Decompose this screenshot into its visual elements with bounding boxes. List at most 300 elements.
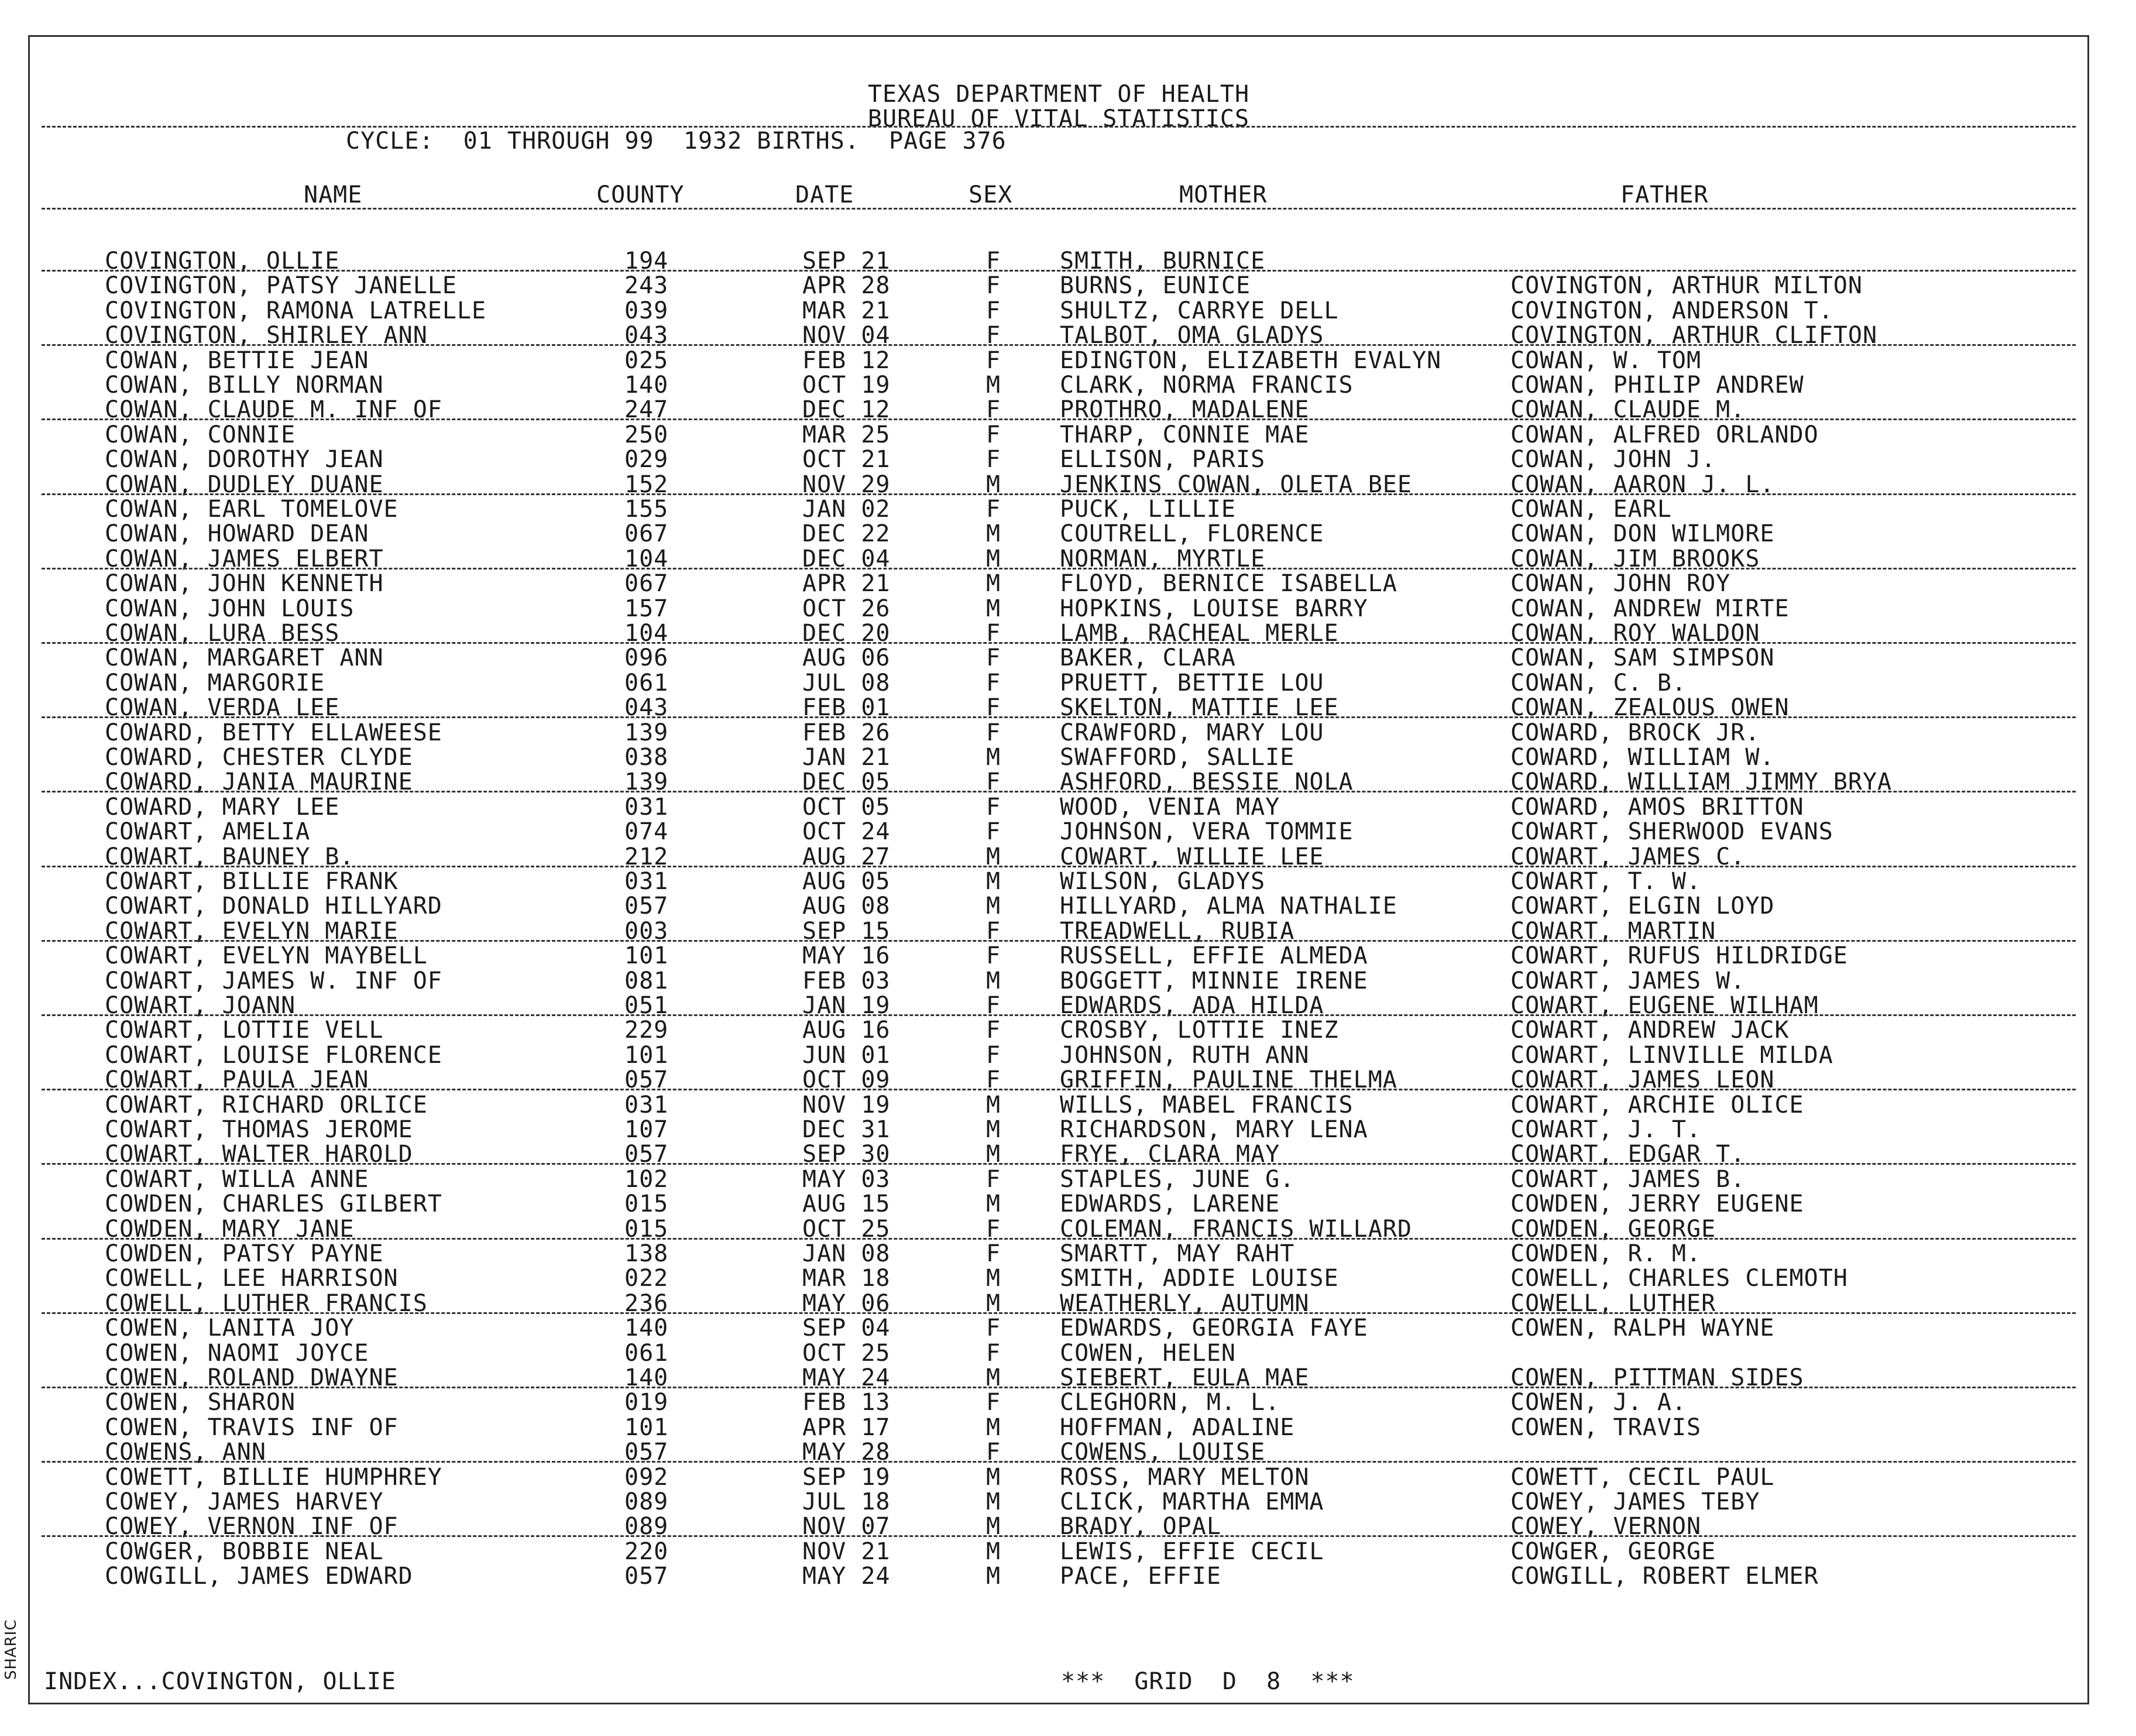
table-row — [30, 1093, 2087, 1117]
cell-father: COWARD, WILLIAM JIMMY BRYA — [1510, 768, 1893, 796]
cell-county: 212 — [624, 843, 669, 870]
cell-county: 101 — [624, 942, 669, 970]
cell-name: COWART, LOUISE FLORENCE — [105, 1041, 442, 1069]
table-row — [30, 969, 2087, 993]
cell-county: 102 — [624, 1165, 669, 1193]
cell-date: MAR 25 — [802, 421, 891, 448]
cell-date: OCT 25 — [802, 1215, 891, 1243]
cell-date: FEB 03 — [802, 967, 891, 994]
table-row — [30, 273, 2087, 298]
cell-date: NOV 29 — [802, 471, 891, 498]
cell-father: COWAN, ZEALOUS OWEN — [1510, 694, 1790, 722]
cell-father: COWART, ANDREW JACK — [1510, 1017, 1790, 1044]
cell-father: COWART, J. T. — [1510, 1116, 1702, 1143]
cell-sex: M — [986, 1364, 1001, 1391]
cell-county: 101 — [624, 1041, 669, 1069]
cell-date: AUG 05 — [802, 868, 891, 895]
table-row — [30, 745, 2087, 770]
cell-date: AUG 16 — [802, 1017, 891, 1044]
table-row — [30, 1341, 2087, 1366]
cell-county: 155 — [624, 496, 669, 523]
cell-sex: M — [986, 471, 1001, 498]
table-row — [30, 1167, 2087, 1192]
cell-name: COWETT, BILLIE HUMPHREY — [105, 1463, 442, 1491]
header-subtitle: BUREAU OF VITAL STATISTICS — [867, 105, 1250, 132]
cell-mother: GRIFFIN, PAULINE THELMA — [1060, 1066, 1397, 1094]
cell-mother: ELLISON, PARIS — [1060, 446, 1266, 474]
cell-county: 194 — [624, 248, 669, 275]
cell-sex: F — [986, 446, 1001, 474]
cell-name: COWAN, LURA BESS — [105, 620, 340, 647]
cell-name: COWAN, DUDLEY DUANE — [105, 471, 384, 498]
table-row — [30, 348, 2087, 373]
cell-name: COVINGTON, PATSY JANELLE — [105, 272, 457, 300]
cell-county: 015 — [624, 1215, 669, 1243]
cell-county: 092 — [624, 1463, 669, 1491]
cell-mother: CLEGHORN, M. L. — [1060, 1389, 1280, 1416]
index-footer: INDEX...COVINGTON, OLLIE — [44, 1668, 396, 1695]
cell-sex: F — [986, 669, 1001, 697]
cell-mother: SIEBERT, EULA MAE — [1060, 1364, 1310, 1391]
cell-mother: JENKINS COWAN, OLETA BEE — [1060, 471, 1412, 498]
cell-date: SEP 15 — [802, 917, 891, 945]
cell-name: COWART, EVELYN MARIE — [105, 917, 399, 945]
cell-mother: PRUETT, BETTIE LOU — [1060, 669, 1324, 697]
table-row — [30, 1043, 2087, 1068]
cell-name: COWAN, BILLY NORMAN — [105, 372, 384, 399]
column-header-county: COUNTY — [596, 181, 685, 208]
cell-name: COWEN, ROLAND DWAYNE — [105, 1364, 399, 1391]
cell-sex: M — [986, 570, 1001, 598]
cell-father: COWART, EDGAR T. — [1510, 1141, 1746, 1168]
cell-mother: ASHFORD, BESSIE NOLA — [1060, 768, 1354, 796]
cell-sex: F — [986, 768, 1001, 796]
cell-mother: LEWIS, EFFIE CECIL — [1060, 1538, 1324, 1565]
cell-county: 104 — [624, 620, 669, 647]
cell-father: COWAN, PHILIP ANDREW — [1510, 372, 1804, 399]
cell-father: COWART, T. W. — [1510, 868, 1702, 895]
cell-sex: M — [986, 1265, 1001, 1292]
cell-date: AUG 27 — [802, 843, 891, 870]
cell-date: MAY 06 — [802, 1289, 891, 1317]
cell-sex: F — [986, 818, 1001, 846]
cell-father: COWGER, GEORGE — [1510, 1538, 1716, 1565]
cell-sex: M — [986, 843, 1001, 870]
cell-mother: EDINGTON, ELIZABETH EVALYN — [1060, 346, 1442, 374]
cell-county: 104 — [624, 545, 669, 572]
cell-father: COWAN, JIM BROOKS — [1510, 545, 1760, 572]
cell-county: 057 — [624, 1563, 669, 1590]
side-mark: SHARIC — [2, 1619, 20, 1680]
cell-father: COWAN, JOHN J. — [1510, 446, 1716, 474]
cell-father: COWART, ARCHIE OLICE — [1510, 1091, 1804, 1119]
cell-sex: F — [986, 1165, 1001, 1193]
cell-mother: JOHNSON, VERA TOMMIE — [1060, 818, 1354, 846]
row-divider — [42, 1312, 2076, 1314]
cell-name: COWEN, LANITA JOY — [105, 1315, 355, 1342]
cell-county: 057 — [624, 1439, 669, 1466]
cell-county: 031 — [624, 1091, 669, 1119]
cell-father: COWART, JAMES LEON — [1510, 1066, 1775, 1094]
header-title: TEXAS DEPARTMENT OF HEALTH — [867, 81, 1250, 108]
cell-date: AUG 06 — [802, 644, 891, 672]
cell-name: COVINGTON, SHIRLEY ANN — [105, 322, 428, 349]
cell-mother: THARP, CONNIE MAE — [1060, 421, 1310, 448]
table-row — [30, 596, 2087, 621]
row-divider — [42, 1014, 2076, 1016]
row-divider — [42, 716, 2076, 718]
cell-mother: WEATHERLY, AUTUMN — [1060, 1289, 1310, 1317]
table-row — [30, 1266, 2087, 1291]
table-row — [30, 447, 2087, 472]
cell-sex: M — [986, 1488, 1001, 1515]
table-row — [30, 869, 2087, 894]
cell-father: COWART, EUGENE WILHAM — [1510, 992, 1819, 1019]
cell-county: 043 — [624, 322, 669, 349]
cell-name: COWDEN, CHARLES GILBERT — [105, 1191, 442, 1218]
table-row — [30, 944, 2087, 968]
cell-name: COWAN, MARGORIE — [105, 669, 325, 697]
cell-county: 074 — [624, 818, 669, 846]
table-row — [30, 497, 2087, 522]
cell-county: 015 — [624, 1191, 669, 1218]
cell-county: 089 — [624, 1488, 669, 1515]
cell-name: COWELL, LUTHER FRANCIS — [105, 1289, 428, 1317]
row-divider — [42, 1387, 2076, 1388]
cell-date: MAY 24 — [802, 1563, 891, 1590]
cell-sex: M — [986, 1141, 1001, 1168]
cell-father: COWAN, ANDREW MIRTE — [1510, 595, 1790, 622]
cell-date: OCT 24 — [802, 818, 891, 846]
cell-father: COWART, ELGIN LOYD — [1510, 893, 1775, 920]
table-row — [30, 1564, 2087, 1589]
cell-sex: F — [986, 992, 1001, 1019]
cell-date: NOV 07 — [802, 1513, 891, 1541]
cell-father: COVINGTON, ANDERSON T. — [1510, 297, 1833, 324]
cell-sex: M — [986, 1563, 1001, 1590]
cell-father: COWAN, SAM SIMPSON — [1510, 644, 1775, 672]
cell-mother: EDWARDS, ADA HILDA — [1060, 992, 1324, 1019]
row-divider — [42, 1461, 2076, 1463]
cell-date: JAN 21 — [802, 744, 891, 771]
cell-father: COWART, JAMES C. — [1510, 843, 1746, 870]
cell-name: COWAN, JAMES ELBERT — [105, 545, 384, 572]
row-divider — [42, 344, 2076, 346]
cell-name: COWART, DONALD HILLYARD — [105, 893, 442, 920]
cell-father: COWAN, JOHN ROY — [1510, 570, 1731, 598]
cell-father: COWART, RUFUS HILDRIDGE — [1510, 942, 1848, 970]
cell-sex: M — [986, 1116, 1001, 1143]
cell-sex: M — [986, 1091, 1001, 1119]
cell-father: COWEY, JAMES TEBY — [1510, 1488, 1760, 1515]
cell-mother: RUSSELL, EFFIE ALMEDA — [1060, 942, 1368, 970]
cell-father: COWARD, WILLIAM W. — [1510, 744, 1775, 771]
column-header-divider — [42, 208, 2076, 210]
cell-mother: CLICK, MARTHA EMMA — [1060, 1488, 1324, 1515]
cell-date: JUL 08 — [802, 669, 891, 697]
cell-county: 089 — [624, 1513, 669, 1541]
grid-footer: *** GRID D 8 *** — [1061, 1668, 1355, 1695]
cell-name: COWARD, JANIA MAURINE — [105, 768, 413, 796]
cell-county: 057 — [624, 1141, 669, 1168]
cell-name: COWGILL, JAMES EDWARD — [105, 1563, 413, 1590]
cell-name: COWART, PAULA JEAN — [105, 1066, 369, 1094]
cell-date: JAN 02 — [802, 496, 891, 523]
cell-mother: JOHNSON, RUTH ANN — [1060, 1041, 1310, 1069]
cell-father: COWART, JAMES B. — [1510, 1165, 1746, 1193]
cell-mother: CROSBY, LOTTIE INEZ — [1060, 1017, 1339, 1044]
cell-date: NOV 04 — [802, 322, 891, 349]
cell-mother: PROTHRO, MADALENE — [1060, 396, 1310, 424]
cell-mother: BOGGETT, MINNIE IRENE — [1060, 967, 1368, 994]
cell-county: 236 — [624, 1289, 669, 1317]
cell-name: COWAN, HOWARD DEAN — [105, 520, 369, 548]
cell-mother: SMITH, ADDIE LOUISE — [1060, 1265, 1339, 1292]
cell-sex: F — [986, 1315, 1001, 1342]
cell-name: COWAN, CONNIE — [105, 421, 296, 448]
cell-name: COWEN, SHARON — [105, 1389, 296, 1416]
cell-sex: M — [986, 868, 1001, 895]
cell-mother: SHULTZ, CARRYE DELL — [1060, 297, 1339, 324]
cell-date: NOV 21 — [802, 1538, 891, 1565]
cell-date: JUL 18 — [802, 1488, 891, 1515]
cell-sex: F — [986, 346, 1001, 374]
cell-county: 029 — [624, 446, 669, 474]
cell-name: COWGER, BOBBIE NEAL — [105, 1538, 384, 1565]
cell-sex: M — [986, 372, 1001, 399]
cell-mother: COWEN, HELEN — [1060, 1339, 1236, 1367]
cell-father: COWEN, PITTMAN SIDES — [1510, 1364, 1804, 1391]
cell-father: COWDEN, JERRY EUGENE — [1510, 1191, 1804, 1218]
cell-mother: COUTRELL, FLORENCE — [1060, 520, 1324, 548]
cell-mother: WOOD, VENIA MAY — [1060, 793, 1280, 821]
cell-name: COWART, WILLA ANNE — [105, 1165, 369, 1193]
cell-name: COWART, AMELIA — [105, 818, 311, 846]
cell-sex: M — [986, 1463, 1001, 1491]
cell-father: COWAN, AARON J. L. — [1510, 471, 1775, 498]
cell-father: COWAN, C. B. — [1510, 669, 1687, 697]
cell-date: APR 21 — [802, 570, 891, 598]
cell-county: 031 — [624, 793, 669, 821]
cell-county: 140 — [624, 372, 669, 399]
cell-sex: F — [986, 1066, 1001, 1094]
cell-father: COWAN, EARL — [1510, 496, 1672, 523]
cell-date: OCT 21 — [802, 446, 891, 474]
cell-county: 039 — [624, 297, 669, 324]
cell-date: MAY 03 — [802, 1165, 891, 1193]
cell-date: APR 17 — [802, 1413, 891, 1441]
cell-mother: CRAWFORD, MARY LOU — [1060, 719, 1324, 746]
cell-name: COWART, WALTER HAROLD — [105, 1141, 413, 1168]
row-divider — [42, 1163, 2076, 1165]
cell-name: COWAN, BETTIE JEAN — [105, 346, 369, 374]
column-header-date: DATE — [795, 181, 854, 208]
table-row — [30, 571, 2087, 596]
cell-name: COWEN, NAOMI JOYCE — [105, 1339, 369, 1367]
cell-sex: F — [986, 1215, 1001, 1243]
cell-sex: F — [986, 496, 1001, 523]
cell-mother: SMITH, BURNICE — [1060, 248, 1266, 275]
cell-sex: M — [986, 545, 1001, 572]
table-row — [30, 721, 2087, 745]
cell-sex: F — [986, 694, 1001, 722]
cell-sex: F — [986, 1041, 1001, 1069]
cell-mother: COWENS, LOUISE — [1060, 1439, 1266, 1466]
cell-date: OCT 26 — [802, 595, 891, 622]
cell-date: SEP 19 — [802, 1463, 891, 1491]
cell-mother: COLEMAN, FRANCIS WILLARD — [1060, 1215, 1412, 1243]
cell-county: 140 — [624, 1315, 669, 1342]
cell-mother: SKELTON, MATTIE LEE — [1060, 694, 1339, 722]
cell-sex: F — [986, 644, 1001, 672]
cell-county: 057 — [624, 893, 669, 920]
cell-mother: RICHARDSON, MARY LENA — [1060, 1116, 1368, 1143]
row-divider — [42, 791, 2076, 792]
row-divider — [42, 1089, 2076, 1090]
cell-county: 051 — [624, 992, 669, 1019]
cell-date: APR 28 — [802, 272, 891, 300]
cell-name: COWAN, JOHN KENNETH — [105, 570, 384, 598]
cell-county: 031 — [624, 868, 669, 895]
cell-name: COWEY, JAMES HARVEY — [105, 1488, 384, 1515]
cell-father: COWART, JAMES W. — [1510, 967, 1746, 994]
cell-date: AUG 08 — [802, 893, 891, 920]
cell-father: COWAN, W. TOM — [1510, 346, 1702, 374]
table-row — [30, 423, 2087, 447]
cell-sex: F — [986, 1389, 1001, 1416]
cell-date: FEB 13 — [802, 1389, 891, 1416]
cell-father: COWARD, AMOS BRITTON — [1510, 793, 1804, 821]
row-divider — [42, 1238, 2076, 1240]
cell-date: FEB 01 — [802, 694, 891, 722]
cell-mother: STAPLES, JUNE G. — [1060, 1165, 1295, 1193]
cell-sex: F — [986, 1339, 1001, 1367]
cell-name: COWART, EVELYN MAYBELL — [105, 942, 428, 970]
cell-father: COWEN, RALPH WAYNE — [1510, 1315, 1775, 1342]
cell-father: COWETT, CECIL PAUL — [1510, 1463, 1775, 1491]
cell-mother: FRYE, CLARA MAY — [1060, 1141, 1280, 1168]
cell-father: COWELL, CHARLES CLEMOTH — [1510, 1265, 1848, 1292]
cell-date: FEB 26 — [802, 719, 891, 746]
cell-mother: EDWARDS, LARENE — [1060, 1191, 1280, 1218]
cell-sex: M — [986, 1513, 1001, 1541]
cell-county: 138 — [624, 1240, 669, 1267]
cell-county: 061 — [624, 669, 669, 697]
cell-sex: M — [986, 1413, 1001, 1441]
cell-father: COVINGTON, ARTHUR MILTON — [1510, 272, 1863, 300]
cell-name: COWART, JOANN — [105, 992, 296, 1019]
cell-mother: FLOYD, BERNICE ISABELLA — [1060, 570, 1397, 598]
row-divider — [42, 1535, 2076, 1537]
cell-county: 140 — [624, 1364, 669, 1391]
cell-mother: BURNS, EUNICE — [1060, 272, 1251, 300]
cell-sex: M — [986, 967, 1001, 994]
cell-county: 101 — [624, 1413, 669, 1441]
cell-mother: CLARK, NORMA FRANCIS — [1060, 372, 1354, 399]
table-row — [30, 1390, 2087, 1415]
cell-county: 139 — [624, 719, 669, 746]
cell-mother: HILLYARD, ALMA NATHALIE — [1060, 893, 1397, 920]
cell-mother: WILLS, MABEL FRANCIS — [1060, 1091, 1354, 1119]
cell-date: SEP 30 — [802, 1141, 891, 1168]
cell-sex: F — [986, 1017, 1001, 1044]
cell-name: COWART, RICHARD ORLICE — [105, 1091, 428, 1119]
cell-name: COWARD, CHESTER CLYDE — [105, 744, 413, 771]
cell-sex: M — [986, 744, 1001, 771]
cell-county: 152 — [624, 471, 669, 498]
cell-name: COWAN, MARGARET ANN — [105, 644, 384, 672]
cell-county: 022 — [624, 1265, 669, 1292]
table-row — [30, 1539, 2087, 1564]
cell-mother: SMARTT, MAY RAHT — [1060, 1240, 1295, 1267]
cell-sex: F — [986, 719, 1001, 746]
cycle-line: CYCLE: 01 THROUGH 99 1932 BIRTHS. PAGE 376 — [346, 128, 1007, 155]
cell-county: 250 — [624, 421, 669, 448]
cell-name: COWART, BILLIE FRANK — [105, 868, 399, 895]
cell-name: COWDEN, PATSY PAYNE — [105, 1240, 384, 1267]
cell-county: 220 — [624, 1538, 669, 1565]
cell-sex: F — [986, 272, 1001, 300]
cell-date: MAR 21 — [802, 297, 891, 324]
cell-name: COWART, THOMAS JEROME — [105, 1116, 413, 1143]
table-row — [30, 1241, 2087, 1266]
cell-date: MAY 16 — [802, 942, 891, 970]
cell-date: OCT 05 — [802, 793, 891, 821]
cell-county: 107 — [624, 1116, 669, 1143]
cell-father: COWAN, CLAUDE M. — [1510, 396, 1746, 424]
column-header-mother: MOTHER — [1179, 181, 1268, 208]
cell-name: COWART, LOTTIE VELL — [105, 1017, 384, 1044]
cell-mother: HOPKINS, LOUISE BARRY — [1060, 595, 1368, 622]
cell-mother: COWART, WILLIE LEE — [1060, 843, 1324, 870]
cell-sex: F — [986, 297, 1001, 324]
cell-sex: F — [986, 917, 1001, 945]
cell-name: COWAN, VERDA LEE — [105, 694, 340, 722]
cell-name: COWART, BAUNEY B. — [105, 843, 355, 870]
table-row — [30, 819, 2087, 844]
cell-county: 043 — [624, 694, 669, 722]
cell-mother: LAMB, RACHEAL MERLE — [1060, 620, 1339, 647]
cell-sex: F — [986, 322, 1001, 349]
cell-name: COVINGTON, OLLIE — [105, 248, 340, 275]
cell-mother: PUCK, LILLIE — [1060, 496, 1236, 523]
table-row — [30, 646, 2087, 670]
cell-date: SEP 04 — [802, 1315, 891, 1342]
cell-father: COWDEN, R. M. — [1510, 1240, 1702, 1267]
cell-father: COWART, SHERWOOD EVANS — [1510, 818, 1833, 846]
cell-name: COWAN, EARL TOMELOVE — [105, 496, 399, 523]
cell-name: COWARD, BETTY ELLAWEESE — [105, 719, 442, 746]
cell-date: JAN 08 — [802, 1240, 891, 1267]
cell-date: JAN 19 — [802, 992, 891, 1019]
table-row — [30, 1465, 2087, 1490]
cell-name: COWART, JAMES W. INF OF — [105, 967, 442, 994]
cell-county: 096 — [624, 644, 669, 672]
cell-mother: BAKER, CLARA — [1060, 644, 1236, 672]
cell-county: 061 — [624, 1339, 669, 1367]
row-divider — [42, 866, 2076, 867]
cell-date: OCT 25 — [802, 1339, 891, 1367]
cell-county: 247 — [624, 396, 669, 424]
cell-sex: F — [986, 1439, 1001, 1466]
cell-father: COWAN, DON WILMORE — [1510, 520, 1775, 548]
cell-mother: WILSON, GLADYS — [1060, 868, 1266, 895]
table-row — [30, 671, 2087, 695]
cell-mother: HOFFMAN, ADALINE — [1060, 1413, 1295, 1441]
cell-date: DEC 20 — [802, 620, 891, 647]
cell-father: COWEN, J. A. — [1510, 1389, 1687, 1416]
column-header-name: NAME — [304, 181, 363, 208]
